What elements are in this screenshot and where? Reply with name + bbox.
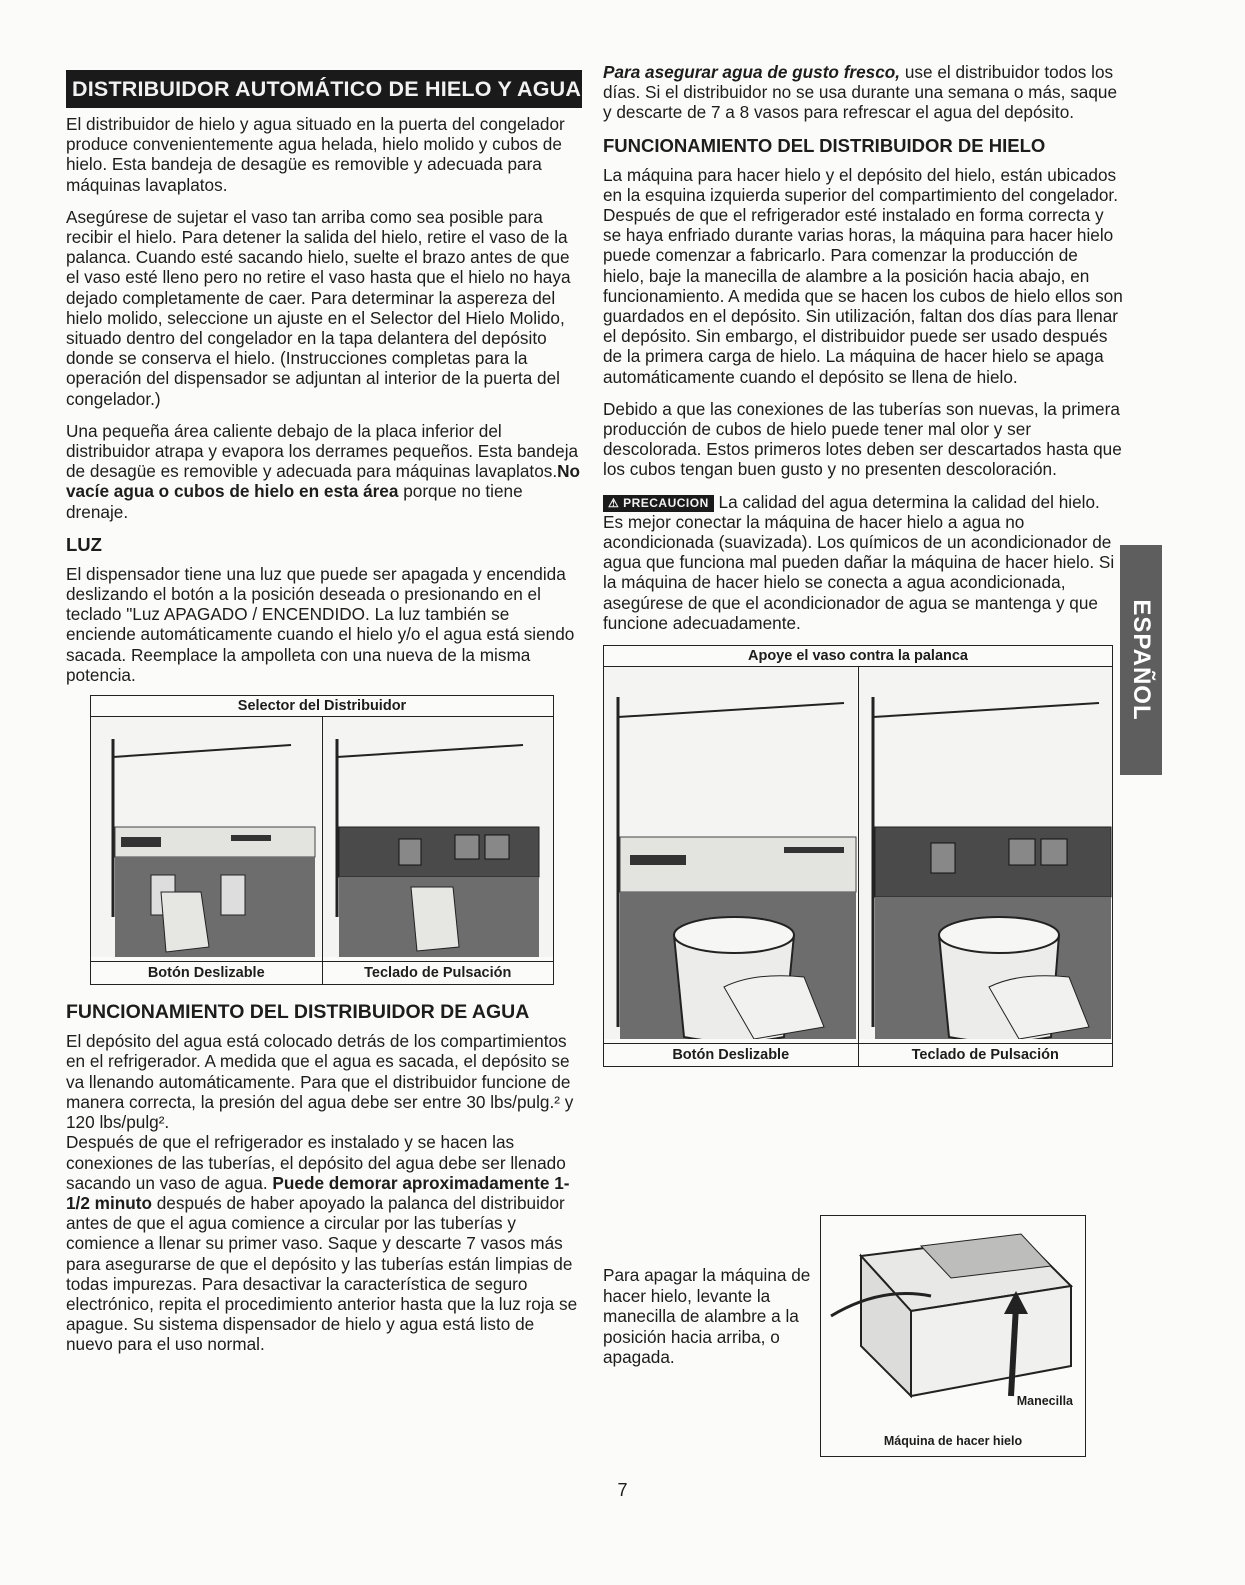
figure-label-keypad: Teclado de Pulsación bbox=[859, 1043, 1113, 1066]
icemaker-illustration bbox=[821, 1216, 1085, 1416]
ice-paragraph: Asegúrese de sujetar el vaso tan arriba como sea posible para recibir el hielo. Para detener la salida del hielo, retire el vaso de la palanca. Cuando esté sacando hielo, suelte el brazo antes de que el vaso esté lleno pero no retire el vaso hasta que el hielo no haya dejado completamente de caer. Para determinar la aspereza del hielo molido, seleccione un ajuste en el Selector del Hielo Molido, situado dentro del congelador en la tapa delantera del depósito donde se conserva el hielo. (Instrucciones completas para la operación del dispensador se adjuntan al interior de la puerta del congelador.) bbox=[66, 206, 571, 409]
hielo-paragraph-2: Debido a que las conexiones de las tuberías son nuevas, la primera producción de cubos de hielo puede tener mal olor y ser descolorada. Estos primeros lotes deben ser descartados hasta que los cubos tengan buen gusto y no presenten descoloración. bbox=[603, 398, 1122, 480]
intro-paragraph: El distribuidor de hielo y agua situado en la puerta del congelador produce convenientemente agua helada, hielo molido y cubos de hielo. Esta bandeja de desagüe es removible y adecuada para máquinas lavaplatos. bbox=[66, 114, 565, 195]
glass-keypad-illustration bbox=[859, 667, 1112, 1039]
figure-panel-slide bbox=[604, 667, 858, 1066]
glass-slide-illustration bbox=[604, 667, 857, 1039]
figure-title: Apoye el vaso contra la palanca bbox=[604, 646, 1112, 667]
section-banner: DISTRIBUIDOR AUTOMÁTICO DE HIELO Y AGUA bbox=[66, 70, 582, 108]
drain-paragraph: Una pequeña área caliente debajo de la placa inferior del distribuidor atrapa y evapora los derrames pequeños. Esta bandeja de desagüe es removible y adecuada para máquinas lavaplatos.No vacíe agua o cubos de hielo en esta área porque no tiene drenaje. bbox=[66, 420, 581, 522]
icemaker-instructions: Para apagar la máquina de hacer hielo, levante la manecilla de alambre a la posición hacia arriba, o apagada. bbox=[603, 1265, 811, 1367]
figure-label-keypad: Teclado de Pulsación bbox=[323, 961, 554, 984]
caution-badge: ⚠ PRECAUCION bbox=[603, 495, 714, 512]
figure-panel-slide bbox=[91, 717, 322, 984]
figure-label-slide: Botón Deslizable bbox=[91, 961, 322, 984]
luz-heading: LUZ bbox=[66, 533, 102, 555]
language-tab: ESPAÑOL bbox=[1120, 545, 1162, 775]
figure-panel-keypad bbox=[322, 717, 554, 984]
figure-label-slide: Botón Deslizable bbox=[604, 1043, 858, 1066]
page-number: 7 bbox=[617, 1480, 628, 1500]
glass-lever-figure bbox=[603, 645, 1113, 1067]
agua-heading: FUNCIONAMIENTO DEL DISTRIBUIDOR DE AGUA bbox=[66, 1001, 530, 1024]
figure-title: Selector del Distribuidor bbox=[91, 696, 553, 717]
figure-panel-keypad bbox=[858, 667, 1113, 1066]
dispenser-selector-figure bbox=[90, 695, 554, 985]
agua-paragraph-1: El depósito del agua está colocado detrás de los compartimientos en el refrigerador. A medida que el agua es sacada, el depósito se va llenando automáticamente. Para que el distribuidor funcione de manera correcta, la presión del agua debe ser entre 30 lbs/pulg.² y 120 lbs/pulg². bbox=[66, 1031, 574, 1133]
icemaker-caption: Máquina de hacer hielo bbox=[883, 1434, 1023, 1448]
icemaker-figure bbox=[820, 1215, 1086, 1457]
dispenser-slide-illustration bbox=[91, 717, 321, 957]
hielo-paragraph-1: La máquina para hacer hielo y el depósito del hielo, están ubicados en la esquina izquierda superior del compartimiento del congelador. Después de que el refrigerador esté instalado en forma correcta y se haya enfriado durante varias horas, la máquina para hacer hielo puede comenzar a fabricarlo. Para comenzar la producción de hielo, baje la manecilla de alambre a la posición hacia abajo, en funcionamiento. A medida que se hacen los cubos de hielo ellos son guardados en el depósito. Sin utilización, faltan dos días para llenar el depósito. Sin embargo, el distribuidor puede ser usado después de la primera carga de hielo. La máquina de hacer hielo se apaga automáticamente cuando el depósito se llena de hielo. bbox=[603, 164, 1123, 387]
handle-label: Manecilla bbox=[1016, 1394, 1073, 1408]
hielo-heading: FUNCIONAMIENTO DEL DISTRIBUIDOR DE HIELO bbox=[603, 134, 1046, 156]
caution-paragraph: ⚠ PRECAUCION La calidad del agua determina la calidad del hielo. Es mejor conectar la máquina de hacer hielo a agua no acondicionada (suavizada). Los químicos de un acondicionador de agua que funciona mal pueden dañar la máquina de hacer hielo. Si la máquina de hacer hielo se conecta a agua acondicionada, asegúrese de que el acondicionador de agua se mantenga y que funcione adecuadamente. bbox=[603, 491, 1115, 633]
dispenser-keypad-illustration bbox=[323, 717, 553, 957]
right-column bbox=[603, 62, 1123, 1067]
left-column bbox=[66, 70, 582, 1367]
agua-paragraph-2: Después de que el refrigerador es instalado y se hacen las conexiones de las tuberías, el depósito del agua debe ser llenado sacando un vaso de agua. Puede demorar aproximadamente 1-1/2 minuto después de haber apoyado la palanca del distribuidor antes de que el agua comience a circular por las tuberías y comience a llenar su primer vaso. Saque y descarte 7 vasos más para asegurarse de que el depósito y las tuberías están limpias de todas impurezas. Para desactivar la característica de seguro electrónico, repita el procedimiento anterior hasta que la luz roja se apague. Su sistema dispensador de hielo y agua está listo de nuevo para el uso normal. bbox=[66, 1132, 578, 1355]
luz-paragraph: El dispensador tiene una luz que puede ser apagada y encendida deslizando el botón a la posición deseada o presionando en el teclado "Luz APAGADO / ENCENDIDO. La luz también se enciende automáticamente cuando el hielo y/o el agua está siendo sacada. Reemplace la ampolleta con una nueva de la misma potencia. bbox=[66, 563, 575, 685]
fresh-water-paragraph: Para asegurar agua de gusto fresco, use el distribuidor todos los días. Si el distribuidor no se usa durante una semana o más, saque y descarte de 7 a 8 vasos para refrescar el agua del depósito. bbox=[603, 62, 1118, 123]
